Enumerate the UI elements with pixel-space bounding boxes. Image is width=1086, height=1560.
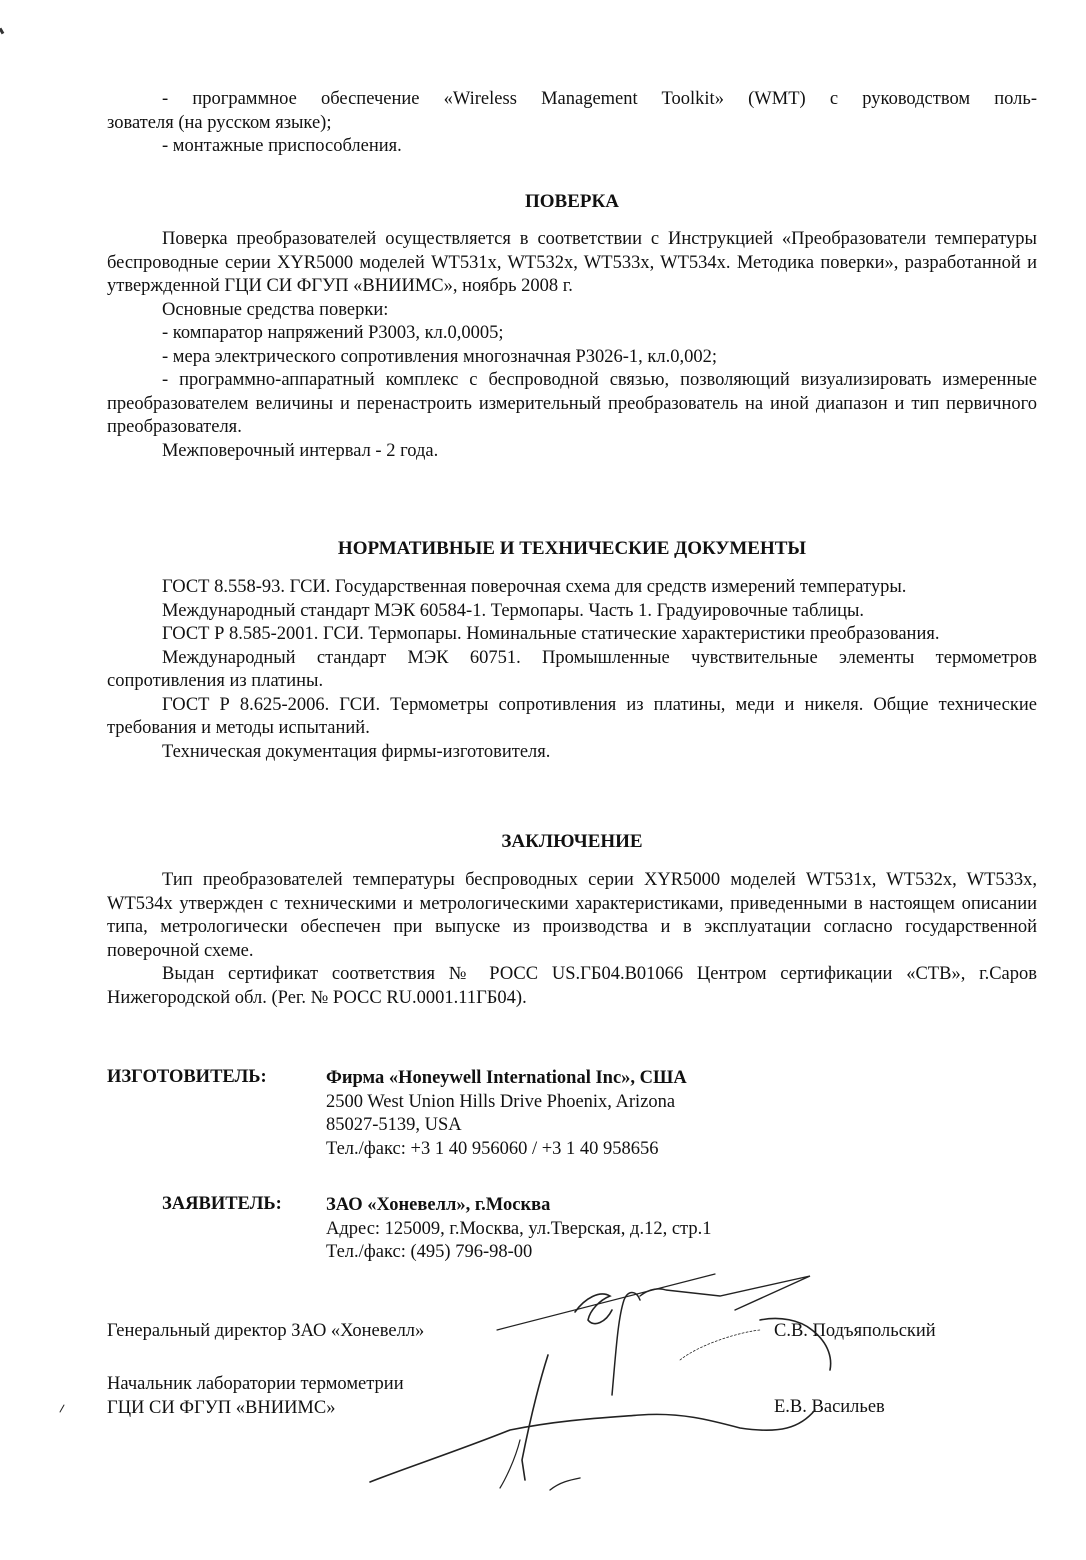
intro-item-software: - программное обеспечение «Wireless Management Toolkit» (WMT) с руководством поль-	[162, 89, 1037, 109]
verification-means-label: Основные средства поверки:	[162, 299, 389, 320]
normative-item: ГОСТ Р 8.625-2006. ГСИ. Термометры сопротивления из платины, меди и никеля. Общие технические требования и методы испытаний.	[107, 694, 1037, 738]
normative-item: Международный стандарт МЭК 60751. Промышленные чувствительные элементы термометров сопротивления из платины.	[107, 647, 1037, 691]
verification-means-item: - мера электрического сопротивления многозначная Р3026-1, кл.0,002;	[162, 346, 718, 367]
applicant-label: ЗАЯВИТЕЛЬ:	[162, 1194, 282, 1214]
verification-means-item: - компаратор напряжений Р3003, кл.0,0005;	[162, 323, 504, 343]
signatory-position-line1: Начальник лаборатории термометрии	[107, 1374, 404, 1394]
normative-item: ГОСТ 8.558-93. ГСИ. Государственная поверочная схема для средств измерений температуры.	[162, 577, 907, 597]
manufacturer-name: Фирма «Honeywell International Inc», США	[326, 1068, 687, 1088]
manufacturer-phone: Тел./факс: +3 1 40 956060 / +3 1 40 958656	[326, 1138, 659, 1159]
applicant-name: ЗАО «Хоневелл», г.Москва	[326, 1195, 551, 1215]
verification-interval: Межповерочный интервал - 2 года.	[162, 440, 439, 461]
normative-item: ГОСТ Р 8.585-2001. ГСИ. Термопары. Номинальные статические характеристики преобразования.	[162, 624, 940, 644]
manufacturer-label: ИЗГОТОВИТЕЛЬ:	[107, 1067, 267, 1087]
applicant-phone: Тел./факс: (495) 796-98-00	[326, 1242, 533, 1262]
signatory-name-lab-head: Е.В. Васильев	[774, 1397, 885, 1417]
section-title-normative: НОРМАТИВНЫЕ И ТЕХНИЧЕСКИЕ ДОКУМЕНТЫ	[337, 538, 807, 559]
applicant-address: Адрес: 125009, г.Москва, ул.Тверская, д.12, стр.1	[326, 1218, 712, 1239]
section-title-conclusion: ЗАКЛЮЧЕНИЕ	[501, 831, 643, 852]
manufacturer-address-line2: 85027-5139, USA	[326, 1115, 462, 1135]
intro-item-software-cont: зователя (на русском языке);	[107, 112, 332, 133]
normative-item: Техническая документация фирмы-изготовителя.	[162, 741, 551, 762]
signatory-position-line2: ГЦИ СИ ФГУП «ВНИИМС»	[107, 1397, 336, 1418]
signatory-name-director: С.В. Подъяпольский	[774, 1321, 936, 1341]
intro-item-mounting: - монтажные приспособления.	[162, 136, 402, 156]
section-title-verification: ПОВЕРКА	[524, 191, 619, 212]
signatory-position-director: Генеральный директор ЗАО «Хоневелл»	[107, 1321, 425, 1341]
manufacturer-address-line1: 2500 West Union Hills Drive Phoenix, Arizona	[326, 1091, 676, 1112]
verification-paragraph: Поверка преобразователей осуществляется в соответствии с Инструкцией «Преобразователи температуры беспроводные серии XYR5000 моделей WT531x, WT532x, WT533x, WT534x. Методика поверки», разработанной и утвержденной ГЦИ СИ ФГУП «ВНИИМС», ноябрь 2008 г.	[107, 229, 1037, 296]
verification-means-item: - программно-аппаратный комплекс с беспроводной связью, позволяющий визуализировать измеренные преобразователем величины и перенастроить измерительный преобразователь на иной диапазон и тип первичного преобразователя.	[107, 370, 1037, 437]
normative-item: Международный стандарт МЭК 60584-1. Термопары. Часть 1. Градуировочные таблицы.	[162, 600, 865, 621]
conclusion-paragraph: Тип преобразователей температуры беспроводных серии XYR5000 моделей WT531x, WT532x, WT533x, WT534x утвержден с техническими и метрологическими характеристиками, приведенными в настоящем описании типа, метрологически обеспечен при выпуске из производства и в эксплуатации согласно государственной поверочной схеме.	[107, 870, 1037, 961]
certificate-paragraph: Выдан сертификат соответствия № РОСС US.ГБ04.В01066 Центром сертификации «СТВ», г.Саров Нижегородской обл. (Рег. № РОСС RU.0001.11ГБ04).	[107, 964, 1037, 1008]
